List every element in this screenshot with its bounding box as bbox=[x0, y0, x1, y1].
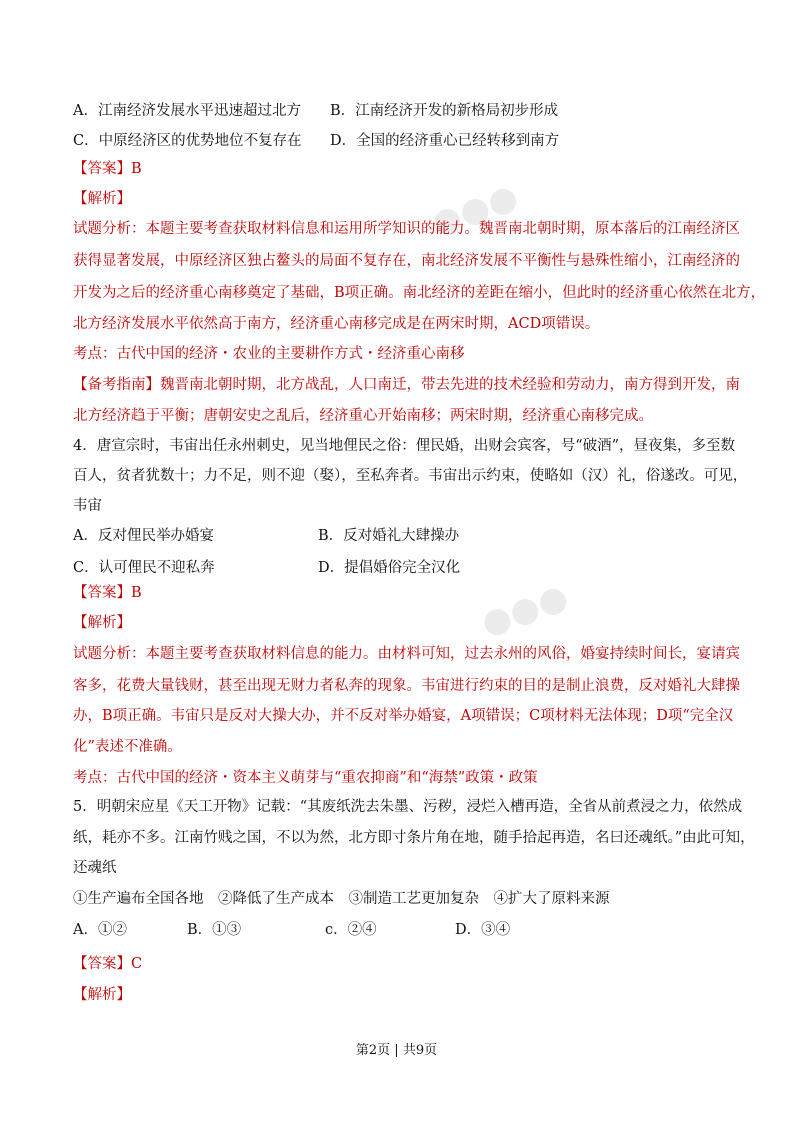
q3-analysis-line: 试题分析：本题主要考查获取材料信息和运用所学知识的能力。魏晋南北朝时期，原本落后的江南经济区 bbox=[73, 221, 740, 237]
page-footer: 第2页 | 共9页 bbox=[355, 1043, 438, 1058]
q5-stem-line: 还魂纸 bbox=[73, 860, 117, 876]
q3-analysis-line: 获得显著发展，中原经济区独占鳌头的局面不复存在，南北经济发展不平衡性与悬殊性缩小，江南经济的 bbox=[73, 253, 740, 269]
q3-answer: 【答案】B bbox=[73, 161, 142, 177]
watermark: ●●● bbox=[425, 175, 524, 245]
q4-kaodian: 考点：古代中国的经济・资本主义萌芽与“重农抑商”和“海禁”政策・政策 bbox=[73, 770, 538, 786]
q5-option-a: A．①② bbox=[73, 922, 127, 938]
q3-option-c: C．中原经济区的优势地位不复存在 bbox=[73, 133, 302, 149]
q4-option-a: A．反对俚民举办婚宴 bbox=[73, 528, 214, 544]
q4-analysis-heading: 【解析】 bbox=[73, 615, 131, 631]
watermark: ●●● bbox=[475, 575, 574, 645]
q4-analysis-line: 办，B项正确。韦宙只是反对大操大办，并不反对举办婚宴，A项错误；C项材料无法体现；D项“完全汉 bbox=[73, 708, 734, 724]
q3-kaodian: 考点：古代中国的经济・农业的主要耕作方式・经济重心南移 bbox=[73, 346, 465, 362]
q4-analysis-line: 试题分析：本题主要考查获取材料信息的能力。由材料可知，过去永州的风俗，婚宴持续时间长，宴请宾 bbox=[73, 646, 740, 662]
q3-analysis-line: 开发为之后的经济重心南移奠定了基础，B项正确。南北经济的差距在缩小，但此时的经济重心依然在北方， bbox=[73, 285, 766, 301]
q5-option-d: D．③④ bbox=[455, 922, 511, 938]
q4-stem-line: 4．唐宣宗时，韦宙出任永州刺史，见当地俚民之俗：俚民婚，出财会宾客，号“破酒”，昼夜集，多至数 bbox=[73, 438, 736, 454]
q4-stem-line: 百人，贫者犹数十；力不足，则不迎（娶），至私奔者。韦宙出示约束，使略如（汉）礼，俗遂改。可见， bbox=[73, 468, 748, 484]
q3-analysis-line: 北方经济发展水平依然高于南方，经济重心南移完成是在两宋时期，ACD项错误。 bbox=[73, 316, 600, 332]
q4-stem-line: 韦宙 bbox=[73, 498, 102, 514]
q4-analysis-line: 化”表述不准确。 bbox=[73, 739, 182, 755]
q4-option-c: C．认可俚民不迎私奔 bbox=[73, 560, 215, 576]
q3-option-a: A．江南经济发展水平迅速超过北方 bbox=[73, 103, 301, 119]
q3-beikao-line: 北方经济趋于平衡；唐朝安史之乱后，经济重心开始南移；两宋时期，经济重心南移完成。 bbox=[73, 408, 653, 424]
q3-analysis-heading: 【解析】 bbox=[73, 191, 131, 207]
q5-answer: 【答案】C bbox=[73, 956, 143, 972]
q3-option-d: D．全国的经济重心已经转移到南方 bbox=[330, 133, 560, 149]
q5-option-c: c．②④ bbox=[325, 922, 377, 938]
q5-analysis-heading: 【解析】 bbox=[73, 987, 131, 1003]
q4-analysis-line: 客多，花费大量钱财，甚至出现无财力者私奔的现象。韦宙进行约束的目的是制止浪费，反对婚礼大肆操 bbox=[73, 678, 740, 694]
q4-option-d: D．提倡婚俗完全汉化 bbox=[318, 560, 461, 576]
q4-option-b: B．反对婚礼大肆操办 bbox=[318, 528, 460, 544]
q5-items: ①生产遍布全国各地 ②降低了生产成本 ③制造工艺更加复杂 ④扩大了原料来源 bbox=[73, 891, 610, 907]
q5-stem-line: 纸，耗亦不多。江南竹贱之国，不以为然，北方即寸条片角在地，随手拾起再造，名曰还魂纸。”由此可知， bbox=[73, 830, 755, 846]
q3-beikao-line: 【备考指南】魏晋南北朝时期，北方战乱，人口南迁，带去先进的技术经验和劳动力，南方得到开发，南 bbox=[73, 377, 740, 393]
q4-answer: 【答案】B bbox=[73, 585, 142, 601]
q3-option-b: B．江南经济开发的新格局初步形成 bbox=[330, 103, 559, 119]
q5-option-b: B．①③ bbox=[187, 922, 242, 938]
q5-stem-line: 5．明朝宋应星《天工开物》记载：“其废纸洗去朱墨、污秽，浸烂入槽再造，全省从前煮浸之力，依然成 bbox=[73, 799, 743, 815]
